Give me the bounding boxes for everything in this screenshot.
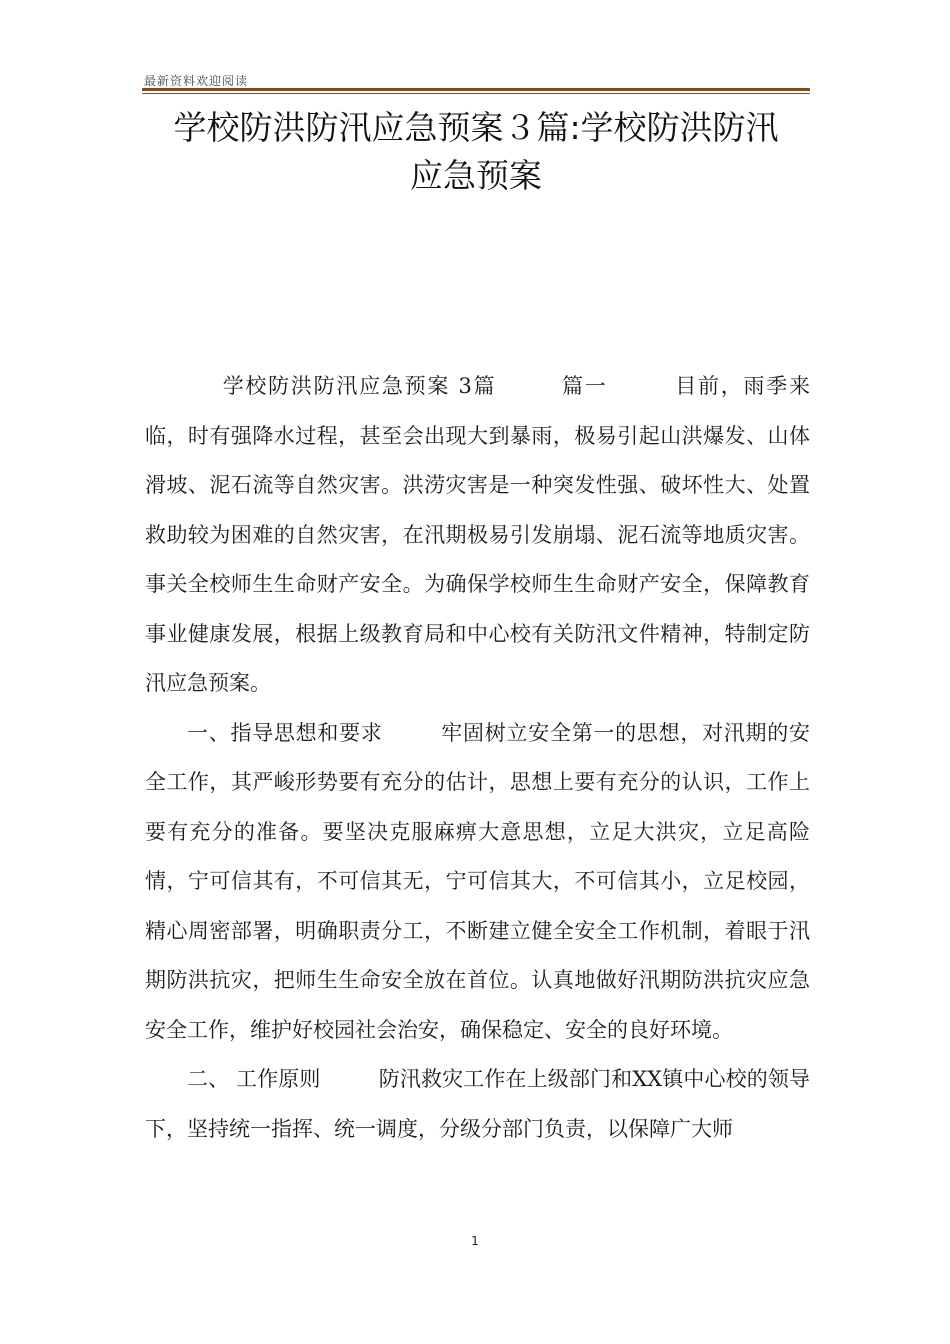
header-rule-thick xyxy=(142,88,810,91)
title-line-1: 学校防洪防汛应急预案３篇:学校防洪防汛 xyxy=(173,108,779,147)
paragraph-text: 目前，雨季来临，时有强降水过程，甚至会出现大到暴雨，极易引起山洪爆发、山体滑坡、泥石流等自然灾害。洪涝灾害是一种突发性强、破坏性大、处置救助较为困难的自然灾害，在汛期极易引发崩塌、泥石流等地质灾害。事关全校师生生命财产安全。为确保学校师生生命财产安全，保障教育事业健康发展，根据上级教育局和中心校有关防汛文件精神，特制定防汛应急预案。 xyxy=(145,374,810,695)
paragraph-subheading: 篇一 xyxy=(560,374,608,398)
title-line-2: 应急预案 xyxy=(410,156,542,195)
header-text: 最新资料欢迎阅读 xyxy=(144,74,249,88)
paragraph-text: 防汛救灾工作在上级部门和XX镇中心校的领导下，坚持统一指挥、统一调度，分级分部门负责，以保障广大师 xyxy=(145,1067,810,1141)
paragraph-text: 牢固树立安全第一的思想，对汛期的安全工作，其严峻形势要有充分的估计，思想上要有充分的认识，工作上要有充分的准备。要坚决克服麻痹大意思想，立足大洪灾，立足高险情，宁可信其有，不可信其无，宁可信其大，不可信其小，立足校园，精心周密部署，明确职责分工，不断建立健全安全工作机制，着眼于汛期防洪抗灾，把师生生命安全放在首位。认真地做好汛期防洪抗灾应急安全工作，维护好校园社会治安，确保稳定、安全的良好环境。 xyxy=(145,720,810,1042)
section-heading: 二、 工作原则 xyxy=(187,1067,321,1091)
body-paragraph xyxy=(145,1055,810,1154)
body-paragraph xyxy=(145,709,810,1056)
paragraph-heading: 学校防洪防汛应急预案 3篇 xyxy=(222,374,497,398)
section-heading: 一、指导思想和要求 xyxy=(187,720,383,745)
document-title xyxy=(142,104,810,200)
page-number: 1 xyxy=(471,1234,479,1248)
body-paragraph xyxy=(145,362,810,709)
header-rule-thin xyxy=(142,93,810,94)
document-body xyxy=(145,362,810,1154)
